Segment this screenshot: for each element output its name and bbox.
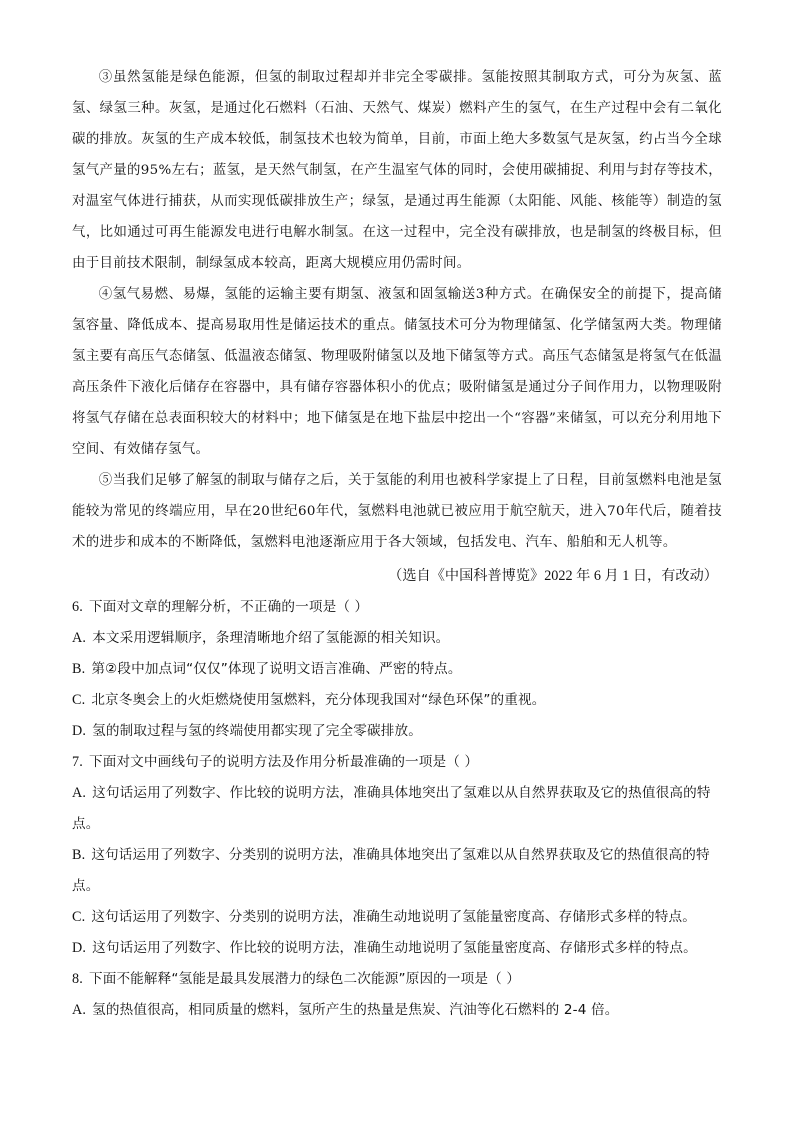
option-key: B. bbox=[72, 847, 86, 863]
option-text: 这句话运用了列数字、作比较的说明方法，准确具体地突出了氢难以从自然界获取及它的热值很高的特点。 bbox=[72, 785, 711, 832]
option-key: B. bbox=[72, 661, 86, 677]
option-text: 氢的热值很高，相同质量的燃料，氢所产生的热量是焦炭、汽油等化石燃料的 2-4 倍。 bbox=[92, 1002, 619, 1018]
option-text: 北京冬奥会上的火炬燃烧使用氢燃料，充分体现我国对“绿色环保”的重视。 bbox=[91, 692, 546, 708]
option-key: C. bbox=[72, 909, 86, 925]
option-6b bbox=[72, 654, 722, 685]
option-text: 氢的制取过程与氢的终端使用都实现了完全零碳排放。 bbox=[92, 723, 422, 739]
question-6 bbox=[72, 592, 722, 623]
option-8a bbox=[72, 995, 722, 1026]
question-stem: 下面对文章的理解分析，不正确的一项是（ ） bbox=[88, 599, 369, 615]
option-key: C. bbox=[72, 692, 86, 708]
question-number: 6. bbox=[72, 599, 83, 615]
option-6c bbox=[72, 685, 722, 716]
option-key: A. bbox=[72, 1002, 87, 1018]
option-key: A. bbox=[72, 785, 87, 801]
paragraph-4: ④氢气易燃、易爆，氢能的运输主要有期氢、液氢和固氢输送3种方式。在确保安全的前提下，提高储氢容量、降低成本、提高易取用性是储运技术的重点。储氢技术可分为物理储氢、化学储氢两大类。物理储氢主要有高压气态储氢、低温液态储氢、物理吸附储氢以及地下储氢等方式。高压气态储氢是将氢气在低温高压条件下液化后储存在容器中，具有储存容器体积小的优点；吸附储氢是通过分子间作用力，以物理吸附将氢气存储在总表面积较大的材料中；地下储氢是在地下盐层中挖出一个“容器”来储氢，可以充分利用地下空间、有效储存氢气。 bbox=[72, 287, 722, 457]
option-7c bbox=[72, 902, 722, 933]
paragraph-5: ⑤当我们足够了解氢的制取与储存之后，关于氢能的利用也被科学家提上了日程，目前氢燃料电池是氢能较为常见的终端应用，早在20世纪60年代，氢燃料电池就已被应用于航空航天，进入70年代后，随着技术的进步和成本的不断降低，氢燃料电池逐渐应用于各大领域，包括发电、汽车、船舶和无人机等。 bbox=[72, 473, 722, 550]
question-number: 8. bbox=[72, 971, 83, 987]
questions-section bbox=[72, 592, 722, 1026]
option-text: 这句话运用了列数字、分类别的说明方法，准确具体地突出了氢难以从自然界获取及它的热值很高的特点。 bbox=[72, 847, 710, 894]
option-7a bbox=[72, 778, 722, 840]
option-text: 这句话运用了列数字、作比较的说明方法，准确生动地说明了氢能量密度高、存储形式多样的特点。 bbox=[92, 940, 697, 956]
option-6a bbox=[72, 623, 722, 654]
option-7b bbox=[72, 840, 722, 902]
option-text: 这句话运用了列数字、分类别的说明方法，准确生动地说明了氢能量密度高、存储形式多样的特点。 bbox=[91, 909, 697, 925]
question-stem: 下面不能解释“氢能是最具发展潜力的绿色二次能源”原因的一项是（ ） bbox=[88, 971, 521, 987]
paragraph-3: ③虽然氢能是绿色能源，但氢的制取过程却并非完全零碳排。氢能按照其制取方式，可分为灰氢、蓝氢、绿氢三种。灰氢，是通过化石燃料（石油、天然气、煤炭）燃料产生的氢气，在生产过程中会有二氧化碳的排放。灰氢的生产成本较低，制氢技术也较为简单，目前，市面上绝大多数氢气是灰氢，约占当今全球氢气产量的95%左右；蓝氢，是天然气制氢，在产生温室气体的同时，会使用碳捕捉、利用与封存等技术，对温室气体进行捕获，从而实现低碳排放生产；绿氢，是通过再生能源（太阳能、风能、核能等）制造的氢气，比如通过可再生能源发电进行电解水制氢。在这一过程中，完全没有碳排放，也是制氢的终极目标，但由于目前技术限制，制绿氢成本较高，距离大规模应用仍需时间。 bbox=[72, 70, 722, 271]
article-source: （选自《中国科普博览》2022 年 6 月 1 日，有改动） bbox=[388, 568, 718, 584]
question-stem: 下面对文中画线句子的说明方法及作用分析最准确的一项是（ ） bbox=[88, 754, 479, 770]
option-text: 第②段中加点词“仅仅”体现了说明文语言准确、严密的特点。 bbox=[91, 661, 462, 677]
option-key: D. bbox=[72, 723, 87, 739]
question-7 bbox=[72, 747, 722, 778]
question-8 bbox=[72, 964, 722, 995]
option-key: D. bbox=[72, 940, 87, 956]
option-6d bbox=[72, 716, 722, 747]
option-text: 本文采用逻辑顺序，条理清晰地介绍了氢能源的相关知识。 bbox=[92, 630, 450, 646]
article-body bbox=[72, 62, 722, 558]
question-number: 7. bbox=[72, 754, 83, 770]
option-7d bbox=[72, 933, 722, 964]
option-key: A. bbox=[72, 630, 87, 646]
